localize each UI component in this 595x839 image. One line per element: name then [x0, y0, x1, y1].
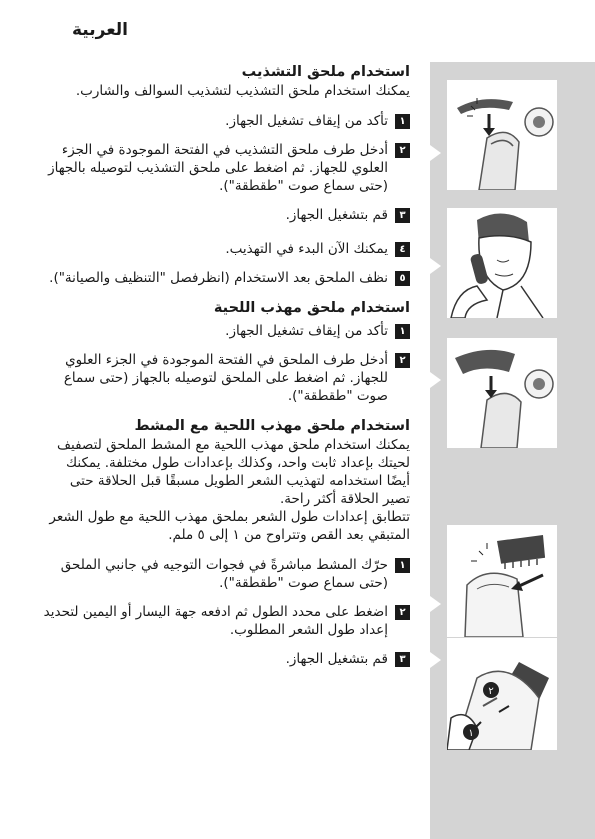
- figure-pointer: [430, 596, 441, 612]
- figure-pointer: [430, 145, 441, 161]
- instruction-step: [40, 322, 410, 340]
- step-text: أدخل طرف الملحق في الفتحة الموجودة في الجزء العلوي للجهاز. ثم اضغط على الملحق لتوصيله بالجهاز (حتى سماع صوت "طقطقة").: [63, 352, 388, 404]
- page-language-title: العربية: [72, 20, 129, 40]
- step-text: يمكنك الآن البدء في التهذيب.: [225, 241, 388, 257]
- instruction-step: [40, 112, 410, 130]
- step-number: ١: [395, 558, 410, 573]
- step-number: ١: [395, 114, 410, 129]
- instruction-step: [40, 556, 410, 592]
- section-heading: استخدام ملحق مهذب اللحية مع المشط: [134, 418, 410, 434]
- step-number: ٣: [395, 652, 410, 667]
- figure-pointer: [430, 258, 441, 274]
- figure-pointer: [430, 652, 441, 668]
- instruction-step: [40, 240, 410, 258]
- figure-callout-2: ٢: [488, 686, 494, 697]
- figure-pointer: [430, 372, 441, 388]
- instruction-step: [40, 650, 410, 668]
- step-number: ٣: [395, 208, 410, 223]
- length-selector-illustration: [447, 638, 557, 750]
- comb-attach-illustration: [447, 525, 557, 637]
- step-text: نظف الملحق بعد الاستخدام (انظرفصل "التنظيف والصيانة").: [49, 270, 388, 286]
- step-text: تأكد من إيقاف تشغيل الجهاز.: [225, 113, 388, 129]
- step-text: تأكد من إيقاف تشغيل الجهاز.: [225, 323, 388, 339]
- step-number: ١: [395, 324, 410, 339]
- trimmer-attach-illustration: [447, 80, 557, 190]
- step-text: أدخل طرف ملحق التشذيب في الفتحة الموجودة في الجزء العلوي للجهاز. ثم اضغط على ملحق التشذيب لتوصيله بالجهاز (حتى سماع صوت "طقطقة").: [48, 142, 388, 194]
- instruction-step: [40, 206, 410, 224]
- man-trimming-illustration: [447, 208, 557, 318]
- step-number: ٢: [395, 143, 410, 158]
- step-text: حرّك المشط مباشرةً في فجوات التوجيه في جانبي الملحق (حتى سماع صوت "طقطقة").: [60, 557, 388, 591]
- instruction-step: [40, 351, 410, 405]
- step-number: ٤: [395, 242, 410, 257]
- section-heading: استخدام ملحق مهذب اللحية: [213, 300, 410, 316]
- section-note: تتطابق إعدادات طول الشعر بملحق مهذب اللحية مع طول الشعر المتبقي بعد القص وتتراوح من ١ إلى ٥ ملم.: [49, 509, 410, 543]
- section-heading: استخدام ملحق التشذيب: [241, 64, 410, 80]
- section-intro: يمكنك استخدام ملحق التشذيب لتشذيب السوالف والشارب.: [75, 83, 410, 99]
- step-text: قم بتشغيل الجهاز.: [285, 651, 388, 667]
- instruction-step: [40, 269, 410, 287]
- beard-trimmer-attach-illustration: [447, 338, 557, 448]
- instruction-step: [40, 603, 410, 639]
- step-number: ٥: [395, 271, 410, 286]
- figure-callout-1: ١: [468, 728, 474, 739]
- step-number: ٢: [395, 605, 410, 620]
- step-text: اضغط على محدد الطول ثم ادفعه جهة اليسار أو اليمين لتحديد إعداد طول الشعر المطلوب.: [43, 604, 388, 638]
- section-intro: يمكنك استخدام ملحق مهذب اللحية مع المشط الملحق لتصفيف لحيتك بإعداد ثابت واحد، وكذلك بإعدادات طول مختلفة. يمكنك أيضًا استخدامه لتهذيب الشعر الطويل مسبقًا قبل الحلاقة حتى تصير الحلاقة أكثر راحة.: [57, 437, 410, 507]
- step-text: قم بتشغيل الجهاز.: [285, 207, 388, 223]
- instructions-content: [40, 62, 410, 679]
- step-number: ٢: [395, 353, 410, 368]
- instruction-step: [40, 141, 410, 195]
